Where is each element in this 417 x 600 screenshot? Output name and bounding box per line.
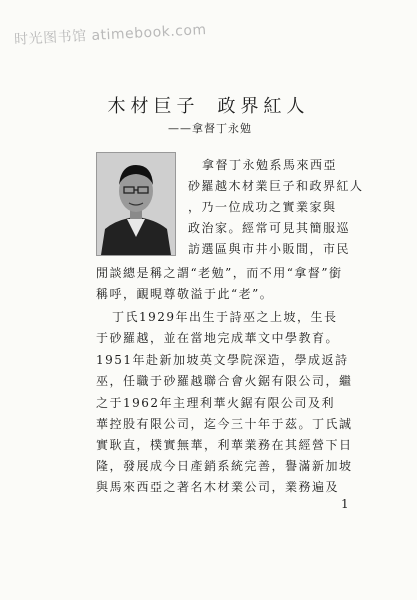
paragraph-line: 巫，任職于砂羅越聯合會火鋸有限公司，繼 [96, 374, 353, 388]
paragraph-line: 砂羅越木材業巨子和政界紅人 [188, 179, 364, 193]
paragraph-line: 稱呼，靦晛尊敬溢于此“老”。 [96, 287, 274, 301]
paragraph-line: 訪選區與市井小販間，市民 [188, 242, 351, 256]
byline: ——拿督丁永勉 [168, 122, 252, 135]
paragraph-line: 與馬來西亞之著名木材業公司，業務遍及 [96, 480, 340, 494]
paragraph-line: 丁氏1929年出生于詩巫之上坡，生長 [112, 310, 338, 324]
paragraph-line: 1951年赴新加坡英文學院深造，學成返詩 [96, 353, 349, 367]
paragraph-line: 政治家。經常可見其簡服巡 [188, 221, 351, 235]
page-number: 1 [341, 497, 349, 511]
paragraph-line: 閒談總是稱之謂“老勉”，而不用“拿督”銜 [96, 266, 343, 280]
paragraph-line: 于砂羅越，並在當地完成華文中學教育。 [96, 331, 340, 345]
portrait-image [97, 153, 175, 255]
page-title [0, 92, 417, 118]
paragraph-line: 華控股有限公司，迄今三十年于茲。丁氏誠 [96, 417, 353, 431]
watermark: 时光图书馆 atimebook.com [13, 21, 207, 49]
paragraph-line: 之于1962年主理利華火鋸有限公司及利 [96, 396, 336, 410]
paragraph-line: 實耿直，樸實無華，利華業務在其經營下日 [96, 438, 353, 452]
paragraph-line: ，乃一位成功之實業家與 [188, 200, 337, 214]
title-part-2: 政界紅人 [217, 96, 310, 117]
portrait-photo [96, 152, 176, 256]
paragraph-line: 隆，發展成今日產銷系統完善，譽滿新加坡 [96, 459, 353, 473]
paragraph-line: 拿督丁永勉系馬來西亞 [202, 158, 338, 172]
title-part-1: 木材巨子 [107, 96, 200, 117]
